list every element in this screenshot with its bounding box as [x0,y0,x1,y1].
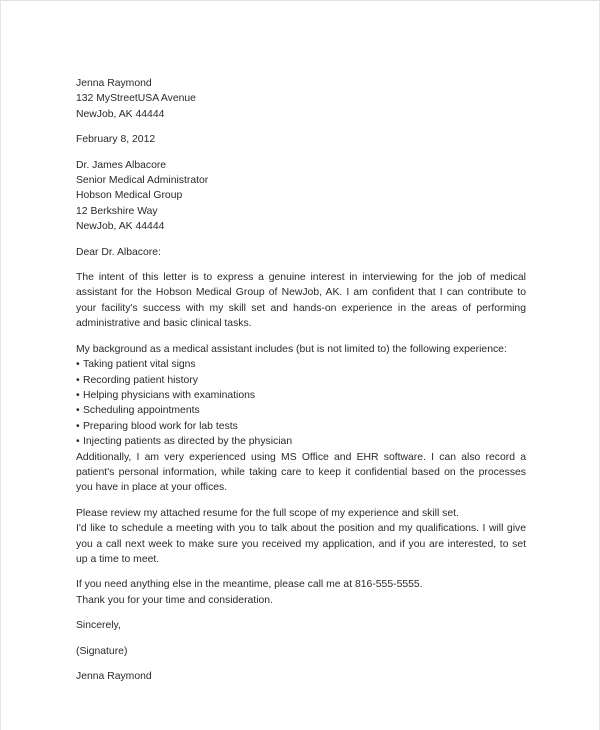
recipient-street: 12 Berkshire Way [76,205,158,217]
bullet-icon: • [76,405,80,417]
cover-letter [76,76,526,694]
signer-name: Jenna Raymond [76,671,152,682]
salutation: Dear Dr. Albacore: [76,246,161,258]
closing-block [76,618,526,633]
list-item [76,373,526,388]
signature-block [76,644,526,659]
list-item [76,403,526,418]
review-request: Please review my attached resume for the full scope of my experience and skill set. [76,507,459,519]
bullet-icon: • [76,374,80,386]
additional-paragraph: Additionally, I am very experienced using MS Office and EHR software. I can also record a patient's personal information, while taking care to keep it confidential based on the processes you have in place at your offices. [76,451,526,494]
signature-placeholder: (Signature) [76,645,128,657]
list-item-text: Taking patient vital signs [83,359,196,371]
intro-paragraph: The intent of this letter is to express a genuine interest in interviewing for the job of medical assistant for the Hobson Medical Group of NewJob, AK. I am confident that I can contribute to your facility's success with my skill set and hands-on experience in the areas of performing administrative and basic clinical tasks. [76,272,526,330]
bullet-icon: • [76,436,80,448]
experience-list [76,357,526,449]
list-item-text: Preparing blood work for lab tests [83,420,238,432]
closing: Sincerely, [76,620,121,632]
letter-date: February 8, 2012 [76,134,156,146]
sender-address [76,76,526,122]
recipient-city-state-zip: NewJob, AK 44444 [76,221,165,233]
list-item [76,388,526,403]
letter-date-block [76,132,526,147]
list-item-text: Scheduling appointments [83,405,200,417]
recipient-title: Senior Medical Administrator [76,175,209,187]
bullet-icon: • [76,359,80,371]
list-item-text: Recording patient history [83,374,198,386]
list-item-text: Injecting patients as directed by the physician [83,436,293,448]
bullet-icon: • [76,389,80,401]
meeting-request: I'd like to schedule a meeting with you to talk about the position and my qualifications. I will give you a call next week to make sure you received my application, and if you are interested, to set up a time to meet. [76,523,526,565]
list-item [76,357,526,372]
thanks-line: Thank you for your time and consideration. [76,594,273,606]
recipient-name: Dr. James Albacore [76,159,167,171]
recipient-address [76,158,526,235]
sender-street: 132 MyStreetUSA Avenue [76,93,196,105]
sender-name: Jenna Raymond [76,78,152,89]
recipient-company: Hobson Medical Group [76,190,183,202]
signer-block [76,669,526,684]
background-lead: My background as a medical assistant includes (but is not limited to) the following experience: [76,343,507,355]
request-section [76,506,526,568]
bullet-icon: • [76,420,80,432]
sender-city-state-zip: NewJob, AK 44444 [76,108,165,120]
salutation-block [76,245,526,260]
list-item [76,434,526,449]
list-item [76,419,526,434]
contact-section [76,577,526,608]
list-item-text: Helping physicians with examinations [83,389,256,401]
contact-line: If you need anything else in the meantime, please call me at 816-555-5555. [76,579,423,591]
background-section [76,342,526,496]
intro-paragraph-block [76,270,526,332]
